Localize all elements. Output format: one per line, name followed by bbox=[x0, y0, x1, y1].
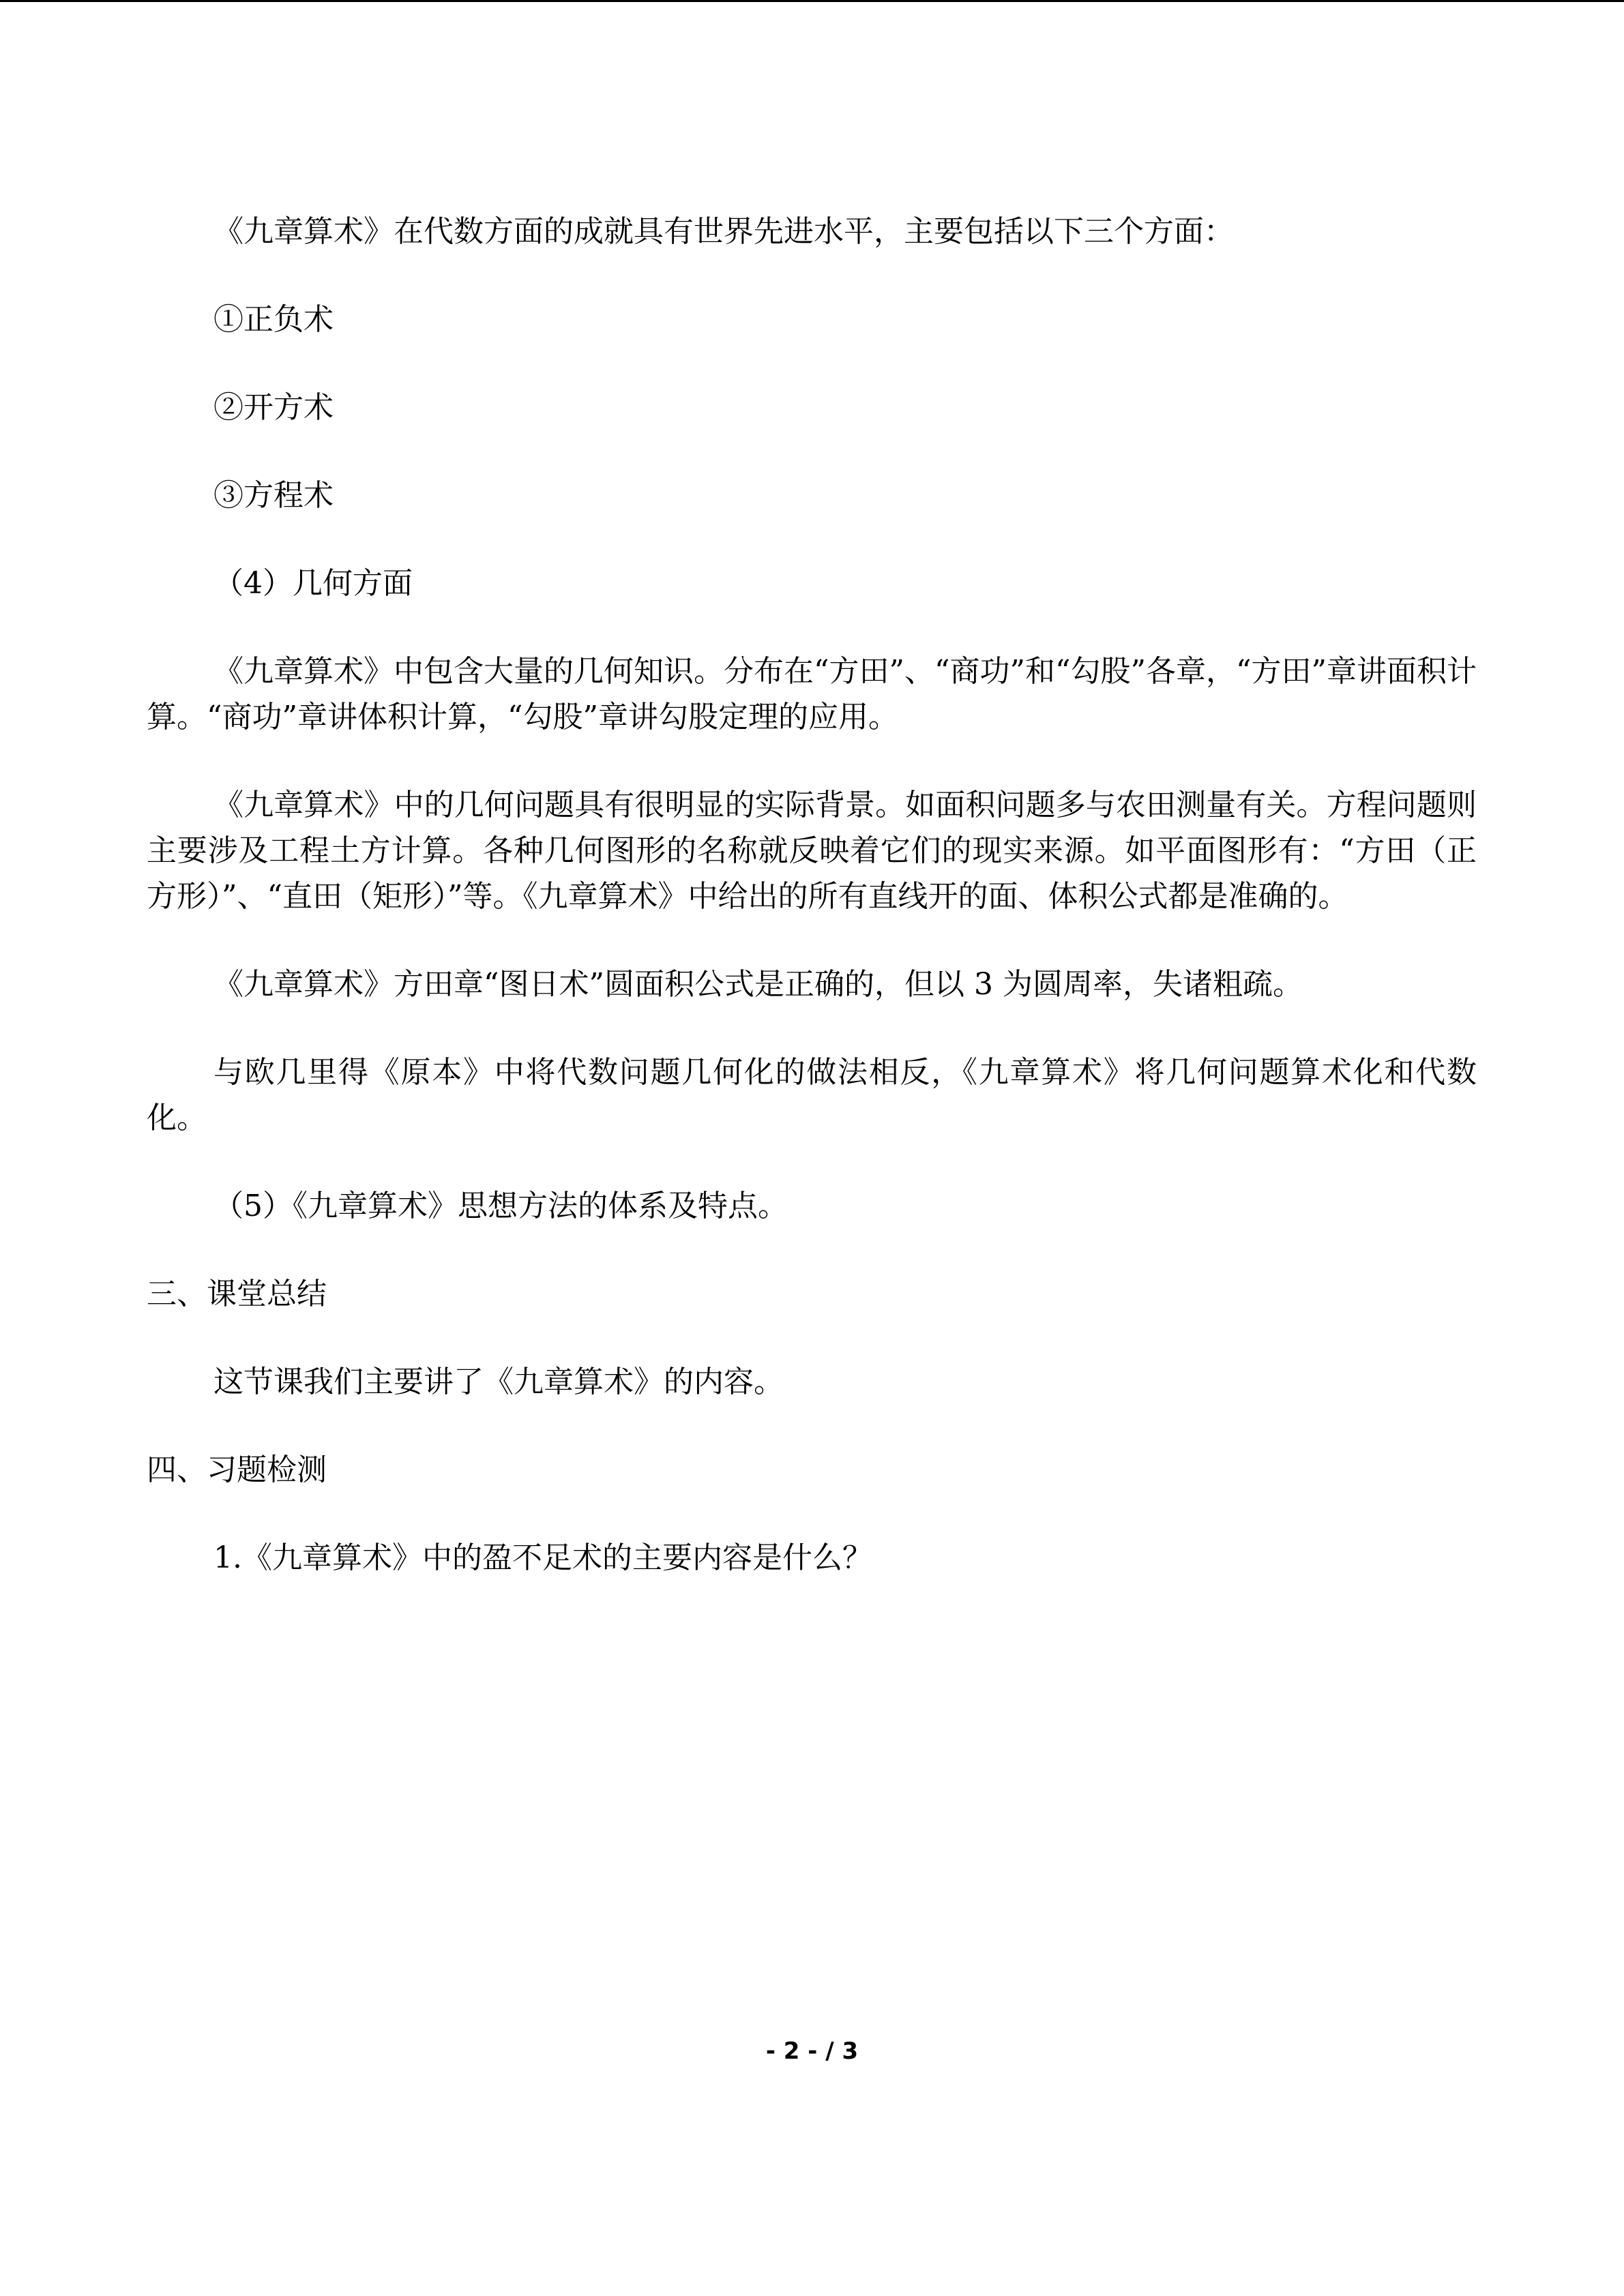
section-heading-summary: 三、课堂总结 bbox=[147, 1277, 327, 1311]
list-item-root-extraction: ②开方术 bbox=[213, 390, 334, 425]
paragraph-circle-area: 《九章算术》方田章“图日术”圆面积公式是正确的，但以 3 为圆周率，失诸粗疏。 bbox=[213, 967, 1303, 1002]
paragraph-summary: 这节课我们主要讲了《九章算术》的内容。 bbox=[213, 1365, 784, 1399]
document-body bbox=[147, 209, 1477, 1623]
paragraph-geometry-background: 《九章算术》中的几何问题具有很明显的实际背景。如面积问题多与农田测量有关。方程问题则主要涉及工程土方计算。各种几何图形的名称就反映着它们的现实来源。如平面图形有：“方田（正方形）”、“直田（矩形）”等。《九章算术》中给出的所有直线开的面、体积公式都是准确的。 bbox=[147, 788, 1477, 914]
section-heading-exercises: 四、习题检测 bbox=[147, 1452, 327, 1487]
subheading-geometry: （4）几何方面 bbox=[213, 566, 413, 601]
top-border-line bbox=[0, 0, 1624, 2]
list-item-equations: ③方程术 bbox=[213, 478, 334, 513]
page-number: - 2 - / 3 bbox=[765, 2038, 859, 2065]
exercise-question-1: 1.《九章算术》中的盈不足术的主要内容是什么？ bbox=[213, 1540, 872, 1575]
list-item-positive-negative: ①正负术 bbox=[213, 302, 334, 337]
paragraph-geometry-knowledge: 《九章算术》中包含大量的几何知识。分布在“方田”、“商功”和“勾股”各章，“方田”章讲面积计算。“商功”章讲体积计算，“勾股”章讲勾股定理的应用。 bbox=[147, 654, 1477, 734]
subheading-system: （5）《九章算术》思想方法的体系及特点。 bbox=[213, 1189, 788, 1223]
paragraph-euclid-comparison: 与欧几里得《原本》中将代数问题几何化的做法相反，《九章算术》将几何问题算术化和代数化。 bbox=[147, 1055, 1477, 1135]
paragraph-algebra-intro: 《九章算术》在代数方面的成就具有世界先进水平，主要包括以下三个方面： bbox=[213, 214, 1234, 249]
